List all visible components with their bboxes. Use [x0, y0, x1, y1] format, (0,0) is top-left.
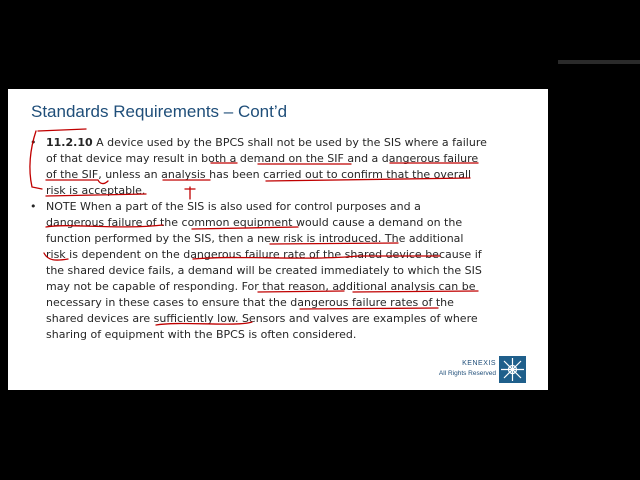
- bracket-top-annotation: [38, 129, 86, 131]
- bullet-line: of the SIF, unless an analysis has been carried out to confirm that the overall: [46, 168, 472, 181]
- copyright-notice: All Rights Reserved: [438, 370, 496, 377]
- bullet-line: dangerous failure of the common equipment would cause a demand on the: [46, 216, 463, 229]
- logo-name: KENEXIS: [462, 360, 496, 367]
- bullet-line: 11.2.10 A device used by the BPCS shall not be used by the SIS where a failure: [46, 136, 487, 149]
- bullet-line: function performed by the SIS, then a new risk is introduced. The additional: [46, 232, 464, 245]
- bullet-marker: •: [30, 136, 37, 149]
- bullet-text: [46, 199, 510, 343]
- presentation-slide: [8, 89, 548, 390]
- bullet-line: risk is dependent on the dangerous failure rate of the shared device because if: [46, 248, 482, 261]
- bullet-line: sharing of equipment with the BPCS is often considered.: [46, 328, 357, 341]
- video-top-strip: [558, 60, 640, 64]
- bullet-line: of that device may result in both a demand on the SIF and a dangerous failure: [46, 152, 479, 165]
- bullet-line: necessary in these cases to ensure that the dangerous failure rates of the: [46, 296, 454, 309]
- bullet-line: may not be capable of responding. For that reason, additional analysis can be: [46, 280, 476, 293]
- bullet-text: [46, 135, 510, 199]
- kenexis-mark-icon: [499, 356, 526, 383]
- kenexis-logo: [432, 356, 526, 386]
- bullet-line: NOTE When a part of the SIS is also used for control purposes and a: [46, 200, 421, 213]
- bullet-item-note: [30, 199, 510, 343]
- clause-reference: 11.2.10: [46, 136, 93, 149]
- slide-title: Standards Requirements – Cont’d: [31, 102, 288, 121]
- bullet-line: the shared device fails, a demand will be created immediately to which the SIS: [46, 264, 482, 277]
- bullet-line: shared devices are sufficiently low. Sensors and valves are examples of where: [46, 312, 478, 325]
- bullet-item-standard: [30, 135, 510, 199]
- bullet-marker: •: [30, 200, 37, 213]
- bullet-line: risk is acceptable.: [46, 184, 146, 197]
- bullet-list: [30, 135, 510, 343]
